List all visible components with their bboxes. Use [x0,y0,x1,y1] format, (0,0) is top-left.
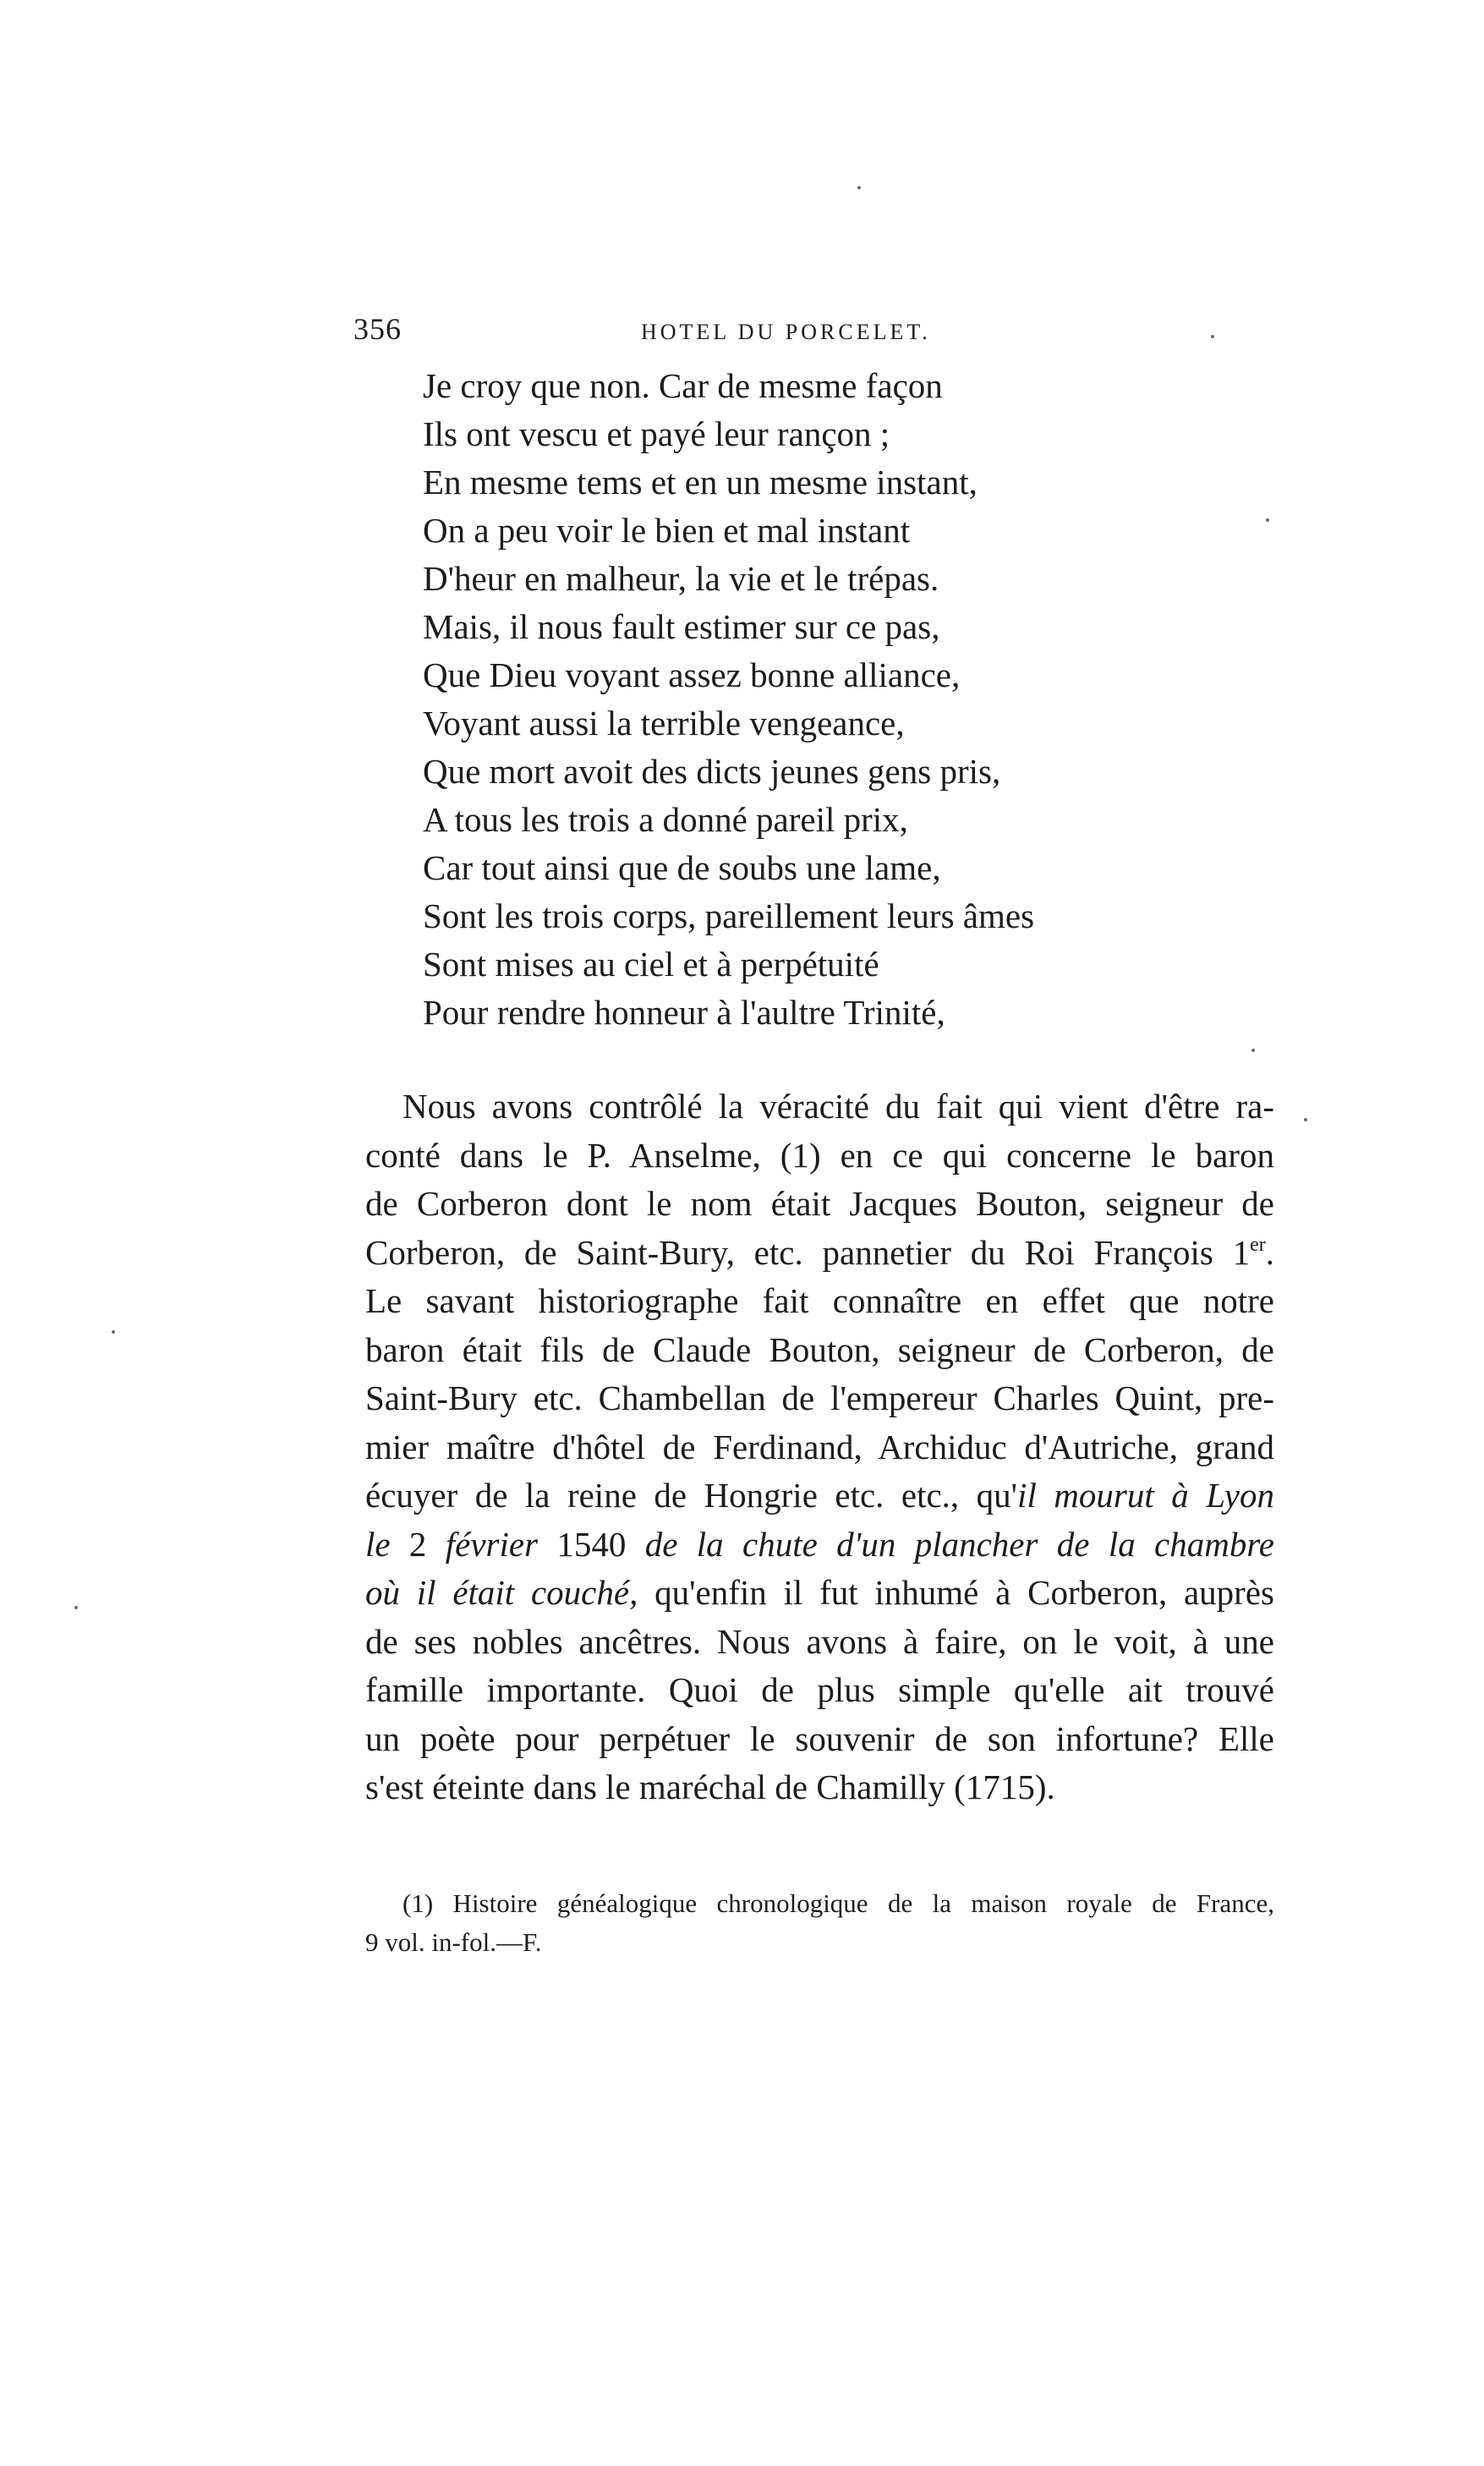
scan-speck [1211,335,1214,338]
prose-line: conté dans le P. Anselme, (1) en ce qui concerne le baron [365,1135,1274,1175]
prose-text: qu'enfin il fut inhumé à Corberon, auprès [638,1573,1274,1612]
verse-line: Que mort avoit des dicts jeunes gens pris, [423,752,1001,791]
prose-text: . [1265,1232,1274,1272]
scan-speck [112,1330,115,1334]
prose-line: Le savant historiographe fait connaître en effet que notre [365,1281,1274,1320]
prose-line: Nous avons contrôlé la véracité du fait qui vient d'être ra- [402,1087,1274,1126]
italic-quote: février [445,1524,539,1564]
verse-line: Mais, il nous fault estimer sur ce pas, [423,607,940,646]
prose-line [365,1521,1274,1570]
prose-text: Corberon, de Saint-Bury, etc. pannetier du Roi François 1 [365,1232,1251,1272]
prose-line: Saint-Bury etc. Chambellan de l'empereur Charles Quint, pre- [365,1378,1274,1417]
footnote [365,1884,1274,1962]
scan-speck [1266,518,1269,522]
scan-speck [1251,1049,1255,1052]
verse-line: En mesme tems et en un mesme instant, [423,463,977,501]
verse-line: Pour rendre honneur à l'aultre Trinité, [423,993,945,1032]
prose-line: baron était fils de Claude Bouton, seigneur de Corberon, de [365,1329,1274,1369]
prose-line [365,1471,1274,1521]
page-number: 356 [353,312,402,346]
prose-text: écuyer de la reine de Hongrie etc. etc., qu' [365,1476,1018,1515]
italic-quote: de la chute d'un plancher de la chambre [644,1524,1274,1564]
scan-speck [1304,1118,1307,1121]
verse-line: On a peu voir le bien et mal instant [423,511,911,550]
page-header [353,311,1267,353]
prose-text: 2 [390,1524,446,1564]
prose-text: 1540 [538,1524,645,1564]
scan-speck [74,1606,78,1609]
footnote-line: 9 vol. in-fol.—F. [365,1927,542,1957]
prose-line: de ses nobles ancêtres. Nous avons à faire, on le voit, à une [365,1621,1274,1661]
running-title: HOTEL DU PORCELET. [641,320,931,344]
verse-line: Je croy que non. Car de mesme façon [423,366,943,405]
verse-line: Voyant aussi la terrible vengeance, [423,704,905,743]
verse-line: Que Dieu voyant assez bonne alliance, [423,655,961,694]
verse-line: A tous les trois a donné pareil prix, [423,800,908,839]
italic-quote: le [365,1524,391,1564]
verse-line: Sont mises au ciel et à perpétuité [423,945,879,984]
italic-quote: où il était couché, [365,1573,638,1612]
prose-line: s'est éteinte dans le maréchal de Chamilly (1715). [365,1767,1055,1806]
verse-line: D'heur en malheur, la vie et le trépas. [423,559,939,598]
prose-line [365,1569,1274,1618]
verse-line: Sont les trois corps, pareillement leurs âmes [423,896,1035,935]
superscript-er: er [1250,1233,1266,1256]
body-paragraph [365,1082,1274,1812]
prose-line: un poète pour perpétuer le souvenir de son infortune? Elle [365,1718,1274,1758]
italic-quote: il mourut à Lyon [1017,1476,1274,1515]
verse-line: Ils ont vescu et payé leur rançon ; [423,414,890,453]
scan-speck [857,186,861,189]
prose-line: famille importante. Quoi de plus simple qu'elle ait trouvé [365,1670,1274,1709]
prose-line [365,1229,1274,1278]
footnote-line: (1) Histoire généalogique chronologique de la maison royale de France, [402,1888,1274,1918]
prose-line: mier maître d'hôtel de Ferdinand, Archiduc d'Autriche, grand [365,1427,1274,1466]
poem-stanza [423,362,1311,1037]
prose-line: de Corberon dont le nom était Jacques Bouton, seigneur de [365,1184,1274,1223]
verse-line: Car tout ainsi que de soubs une lame, [423,848,941,887]
